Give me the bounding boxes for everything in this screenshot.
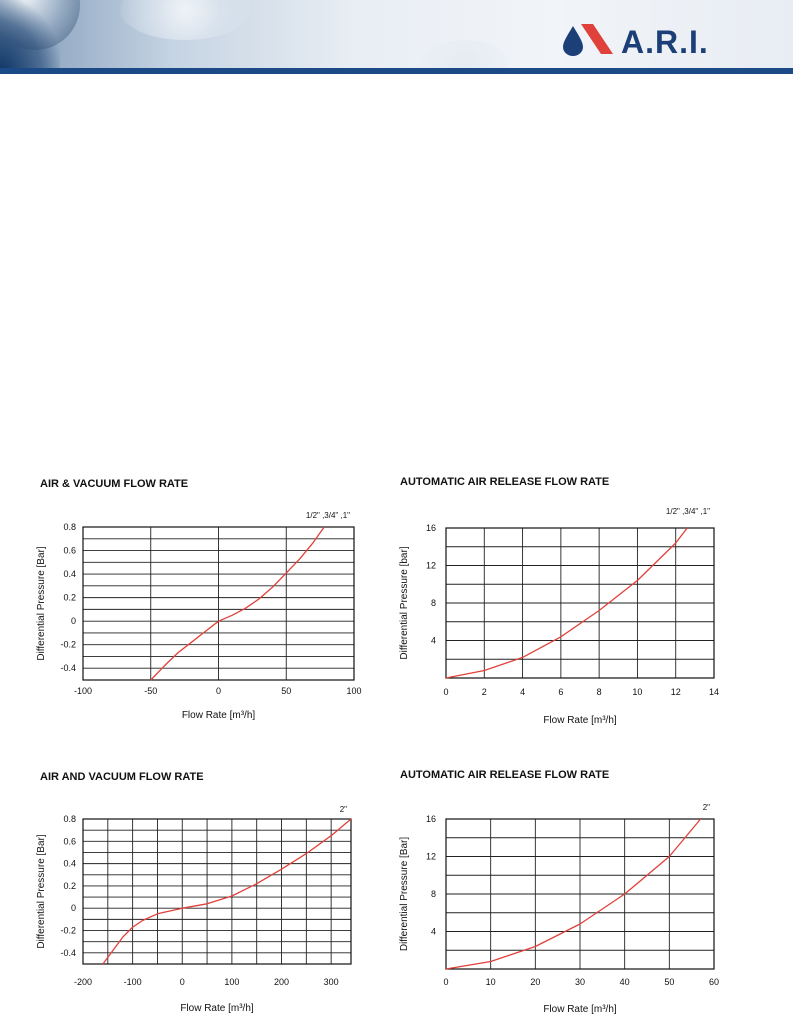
x-axis-label: Flow Rate [m³/h] [180,1003,254,1014]
x-tick-label: 6 [558,687,564,697]
y-tick-label: 0.2 [63,592,76,603]
x-tick-label: 12 [670,687,681,697]
x-tick-label: -50 [144,686,158,696]
y-axis-label: Differential Pressure [Bar] [36,546,47,661]
x-tick-label: 0 [443,977,449,987]
chart-air-release-2in [393,795,733,1016]
y-tick-label: 0.4 [63,858,76,869]
series-label: 1/2" ,3/4" ,1" [305,511,350,520]
x-tick-label: 50 [664,977,675,987]
x-tick-label: 100 [346,686,362,696]
x-tick-label: 10 [632,687,643,697]
x-tick-label: 200 [274,977,290,987]
y-tick-label: 8 [430,598,436,608]
x-tick-label: 8 [596,687,602,697]
y-tick-label: 16 [425,523,436,533]
x-tick-label: 40 [619,977,630,987]
x-tick-label: 14 [708,687,720,697]
series-label: 2" [339,805,347,814]
logo-text: A.R.I. [621,24,709,60]
x-tick-label: -100 [73,686,93,696]
x-tick-label: 2 [481,687,487,697]
chart-title: AIR AND VACUUM FLOW RATE [40,771,204,783]
y-tick-label: 0.8 [63,814,76,824]
header-corner-shade [0,0,60,74]
y-tick-label: 0.2 [63,880,76,891]
y-tick-label: 0 [70,616,76,627]
x-tick-label: 300 [323,977,339,987]
y-tick-label: 0.6 [63,836,76,847]
y-axis-label: Differential Pressure [Bar] [399,836,410,952]
y-axis-label: Differential Pressure [Bar] [36,834,47,949]
y-tick-label: -0.2 [60,925,76,936]
chart-title: AUTOMATIC AIR RELEASE FLOW RATE [400,769,610,781]
y-tick-label: 4 [430,926,436,937]
x-tick-label: 30 [574,977,586,987]
chart-air-vacuum-small [30,500,380,730]
y-tick-label: 4 [430,635,436,646]
chart-title: AIR & VACUUM FLOW RATE [40,478,189,490]
y-tick-label: 12 [425,851,436,862]
x-tick-label: 100 [224,977,240,987]
series-line [103,819,351,964]
chart-air-vacuum-2in [30,795,380,1016]
y-axis-label: Differential Pressure [bar] [399,546,410,660]
y-tick-label: -0.4 [60,947,76,958]
y-tick-label: -0.2 [60,639,76,650]
chart-air-release-small [393,500,733,730]
y-tick-label: 16 [425,814,436,824]
x-tick-label: 0 [179,977,185,987]
y-tick-label: 0 [70,903,76,914]
page-header [0,0,793,74]
x-tick-label: 20 [530,977,541,987]
y-tick-label: 12 [425,560,436,571]
series-label: 1/2" ,3/4" ,1" [665,507,710,516]
x-axis-label: Flow Rate [m³/h] [543,1004,617,1015]
y-tick-label: 0.6 [63,545,76,556]
plot-frame [83,819,351,964]
header-band [0,68,793,74]
series-label: 2" [702,803,710,812]
y-tick-label: 0.4 [63,569,76,580]
x-axis-label: Flow Rate [m³/h] [181,710,256,721]
x-tick-label: 0 [443,687,449,697]
series-line [151,527,324,680]
x-tick-label: 4 [520,687,526,697]
x-tick-label: 60 [708,977,720,987]
x-axis-label: Flow Rate [m³/h] [543,715,617,726]
header-photo-glow [120,0,250,40]
x-tick-label: 50 [281,686,292,696]
chart-title: AUTOMATIC AIR RELEASE FLOW RATE [400,476,610,488]
y-tick-label: 8 [430,889,436,899]
x-tick-label: 0 [215,686,222,696]
x-tick-label: -100 [123,977,142,987]
x-tick-label: -200 [73,977,93,987]
logo-drop-triangle-icon [563,22,613,56]
y-tick-label: 0.8 [63,522,76,532]
x-tick-label: 10 [485,977,496,987]
y-tick-label: -0.4 [60,663,76,674]
